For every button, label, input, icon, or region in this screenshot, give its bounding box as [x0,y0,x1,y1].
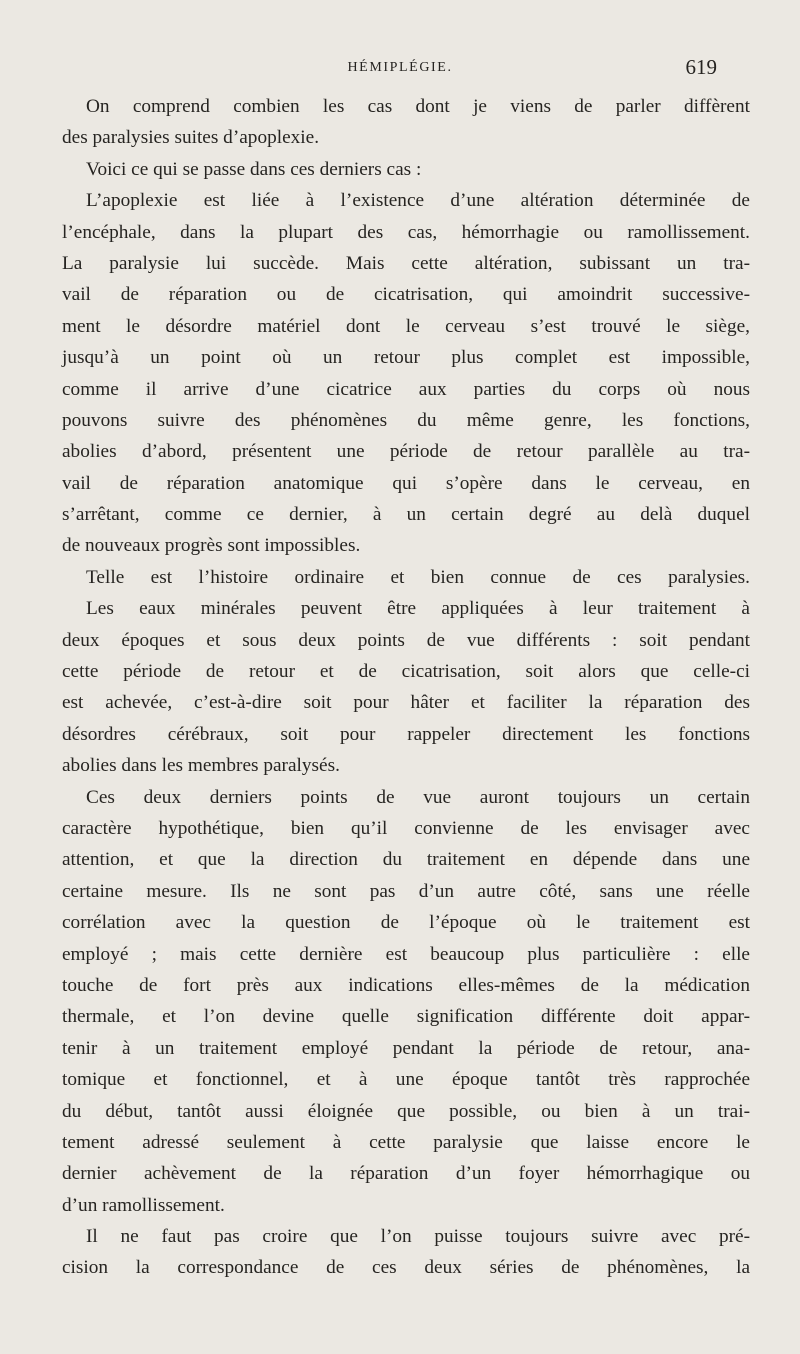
text-line: d’un ramollissement. [62,1194,225,1216]
page-number: 619 [685,55,717,79]
text-line: Telle est l’histoire ordinaire et bien connue de ces paralysies. [86,566,750,588]
text-line: certaine mesure. Ils ne sont pas d’un autre côté, sans une réelle [62,880,750,902]
text-line: l’encéphale, dans la plupart des cas, hémorrhagie ou ramollissement. [62,221,750,243]
text-line: abolies d’abord, présentent une période de retour parallèle au tra- [62,441,750,463]
text-line: désordres cérébraux, soit pour rappeler directement les fonctions [62,723,750,745]
text-line: attention, et que la direction du traitement en dépende dans une [62,849,750,871]
text-line: corrélation avec la question de l’époque où le traitement est [62,912,750,934]
body-text [62,91,750,1284]
running-head [60,52,740,78]
text-line: tenir à un traitement employé pendant la période de retour, ana- [62,1037,750,1059]
text-line: de nouveaux progrès sont impossibles. [62,535,361,557]
text-line: employé ; mais cette dernière est beaucoup plus particulière : elle [62,943,750,965]
text-line: dernier achèvement de la réparation d’un foyer hémorrhagique ou [62,1163,750,1185]
text-line: touche de fort près aux indications elles-mêmes de la médication [62,974,750,996]
text-line: s’arrêtant, comme ce dernier, à un certain degré au delà duquel [62,504,750,526]
text-line: jusqu’à un point où un retour plus complet est impossible, [62,347,750,369]
text-line: On comprend combien les cas dont je viens de parler diffèrent [86,96,750,117]
text-line: thermale, et l’on devine quelle signification différente doit appar- [62,1006,750,1028]
text-line: est achevée, c’est-à-dire soit pour hâter et faciliter la réparation des [62,692,750,714]
text-line: Voici ce qui se passe dans ces derniers cas : [86,158,422,180]
text-line: caractère hypothétique, bien qu’il convienne de les envisager avec [62,817,750,839]
text-line: Ces deux derniers points de vue auront toujours un certain [86,786,750,808]
text-line: Les eaux minérales peuvent être appliquées à leur traitement à [86,598,750,620]
text-line: des paralysies suites d’apoplexie. [62,127,320,149]
text-line: tomique et fonctionnel, et à une époque tantôt très rapprochée [62,1069,750,1091]
text-line: vail de réparation ou de cicatrisation, qui amoindrit successive- [62,284,750,306]
text-line: vail de réparation anatomique qui s’opère dans le cerveau, en [62,472,750,494]
text-line: ment le désordre matériel dont le cerveau s’est trouvé le siège, [62,315,750,337]
text-line: tement adressé seulement à cette paralysie que laisse encore le [62,1131,750,1153]
text-line: deux époques et sous deux points de vue différents : soit pendant [62,629,750,651]
running-title: HÉMIPLÉGIE. [347,60,453,75]
text-line: La paralysie lui succède. Mais cette altération, subissant un tra- [62,252,750,274]
text-line: pouvons suivre des phénomènes du même genre, les fonctions, [62,409,750,431]
text-line: cision la correspondance de ces deux séries de phénomènes, la [62,1257,750,1279]
text-line: du début, tantôt aussi éloignée que possible, ou bien à un trai- [62,1100,750,1122]
text-line: L’apoplexie est liée à l’existence d’une altération déterminée de [86,190,750,212]
text-line: Il ne faut pas croire que l’on puisse toujours suivre avec pré- [86,1226,750,1248]
text-line: cette période de retour et de cicatrisation, soit alors que celle-ci [62,661,750,683]
text-line: comme il arrive d’une cicatrice aux parties du corps où nous [62,378,750,400]
text-line: abolies dans les membres paralysés. [62,755,340,777]
